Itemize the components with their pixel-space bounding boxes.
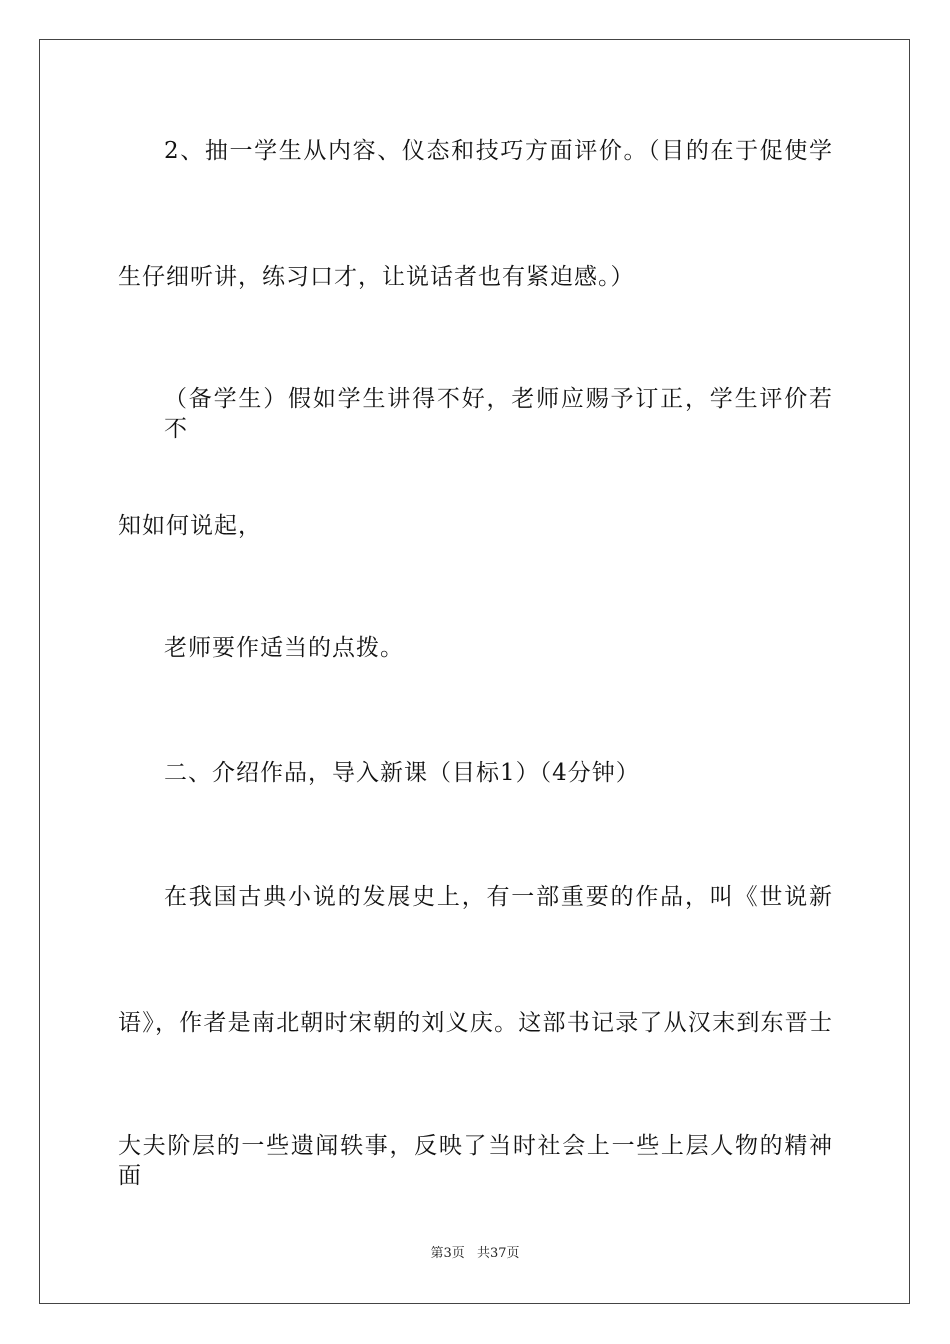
paragraph-line-2: 生仔细听讲，练习口才，让说话者也有紧迫感。） [118,264,635,290]
paragraph-line-5: 老师要作适当的点拨。 [164,635,404,661]
page-number: 第3页 [430,1246,465,1261]
paragraph-line-9: 大夫阶层的一些遗闻轶事，反映了当时社会上一些上层人物的精神面 [118,1133,833,1189]
page-frame [39,39,910,1304]
paragraph-line-4: 知如何说起， [118,513,262,539]
paragraph-line-1: 2、抽一学生从内容、仪态和技巧方面评价。（目的在于促使学 [164,138,833,164]
page-footer [0,1245,950,1263]
paragraph-line-7: 在我国古典小说的发展史上，有一部重要的作品，叫《世说新 [164,884,833,910]
paragraph-line-8: 语》，作者是南北朝时宋朝的刘义庆。这部书记录了从汉末到东晋士 [118,1010,833,1036]
page-total: 共37页 [476,1246,520,1261]
section-heading: 二、介绍作品，导入新课（目标1）（4分钟） [164,760,640,786]
paragraph-line-3: （备学生）假如学生讲得不好，老师应赐予订正，学生评价若不 [164,386,833,442]
